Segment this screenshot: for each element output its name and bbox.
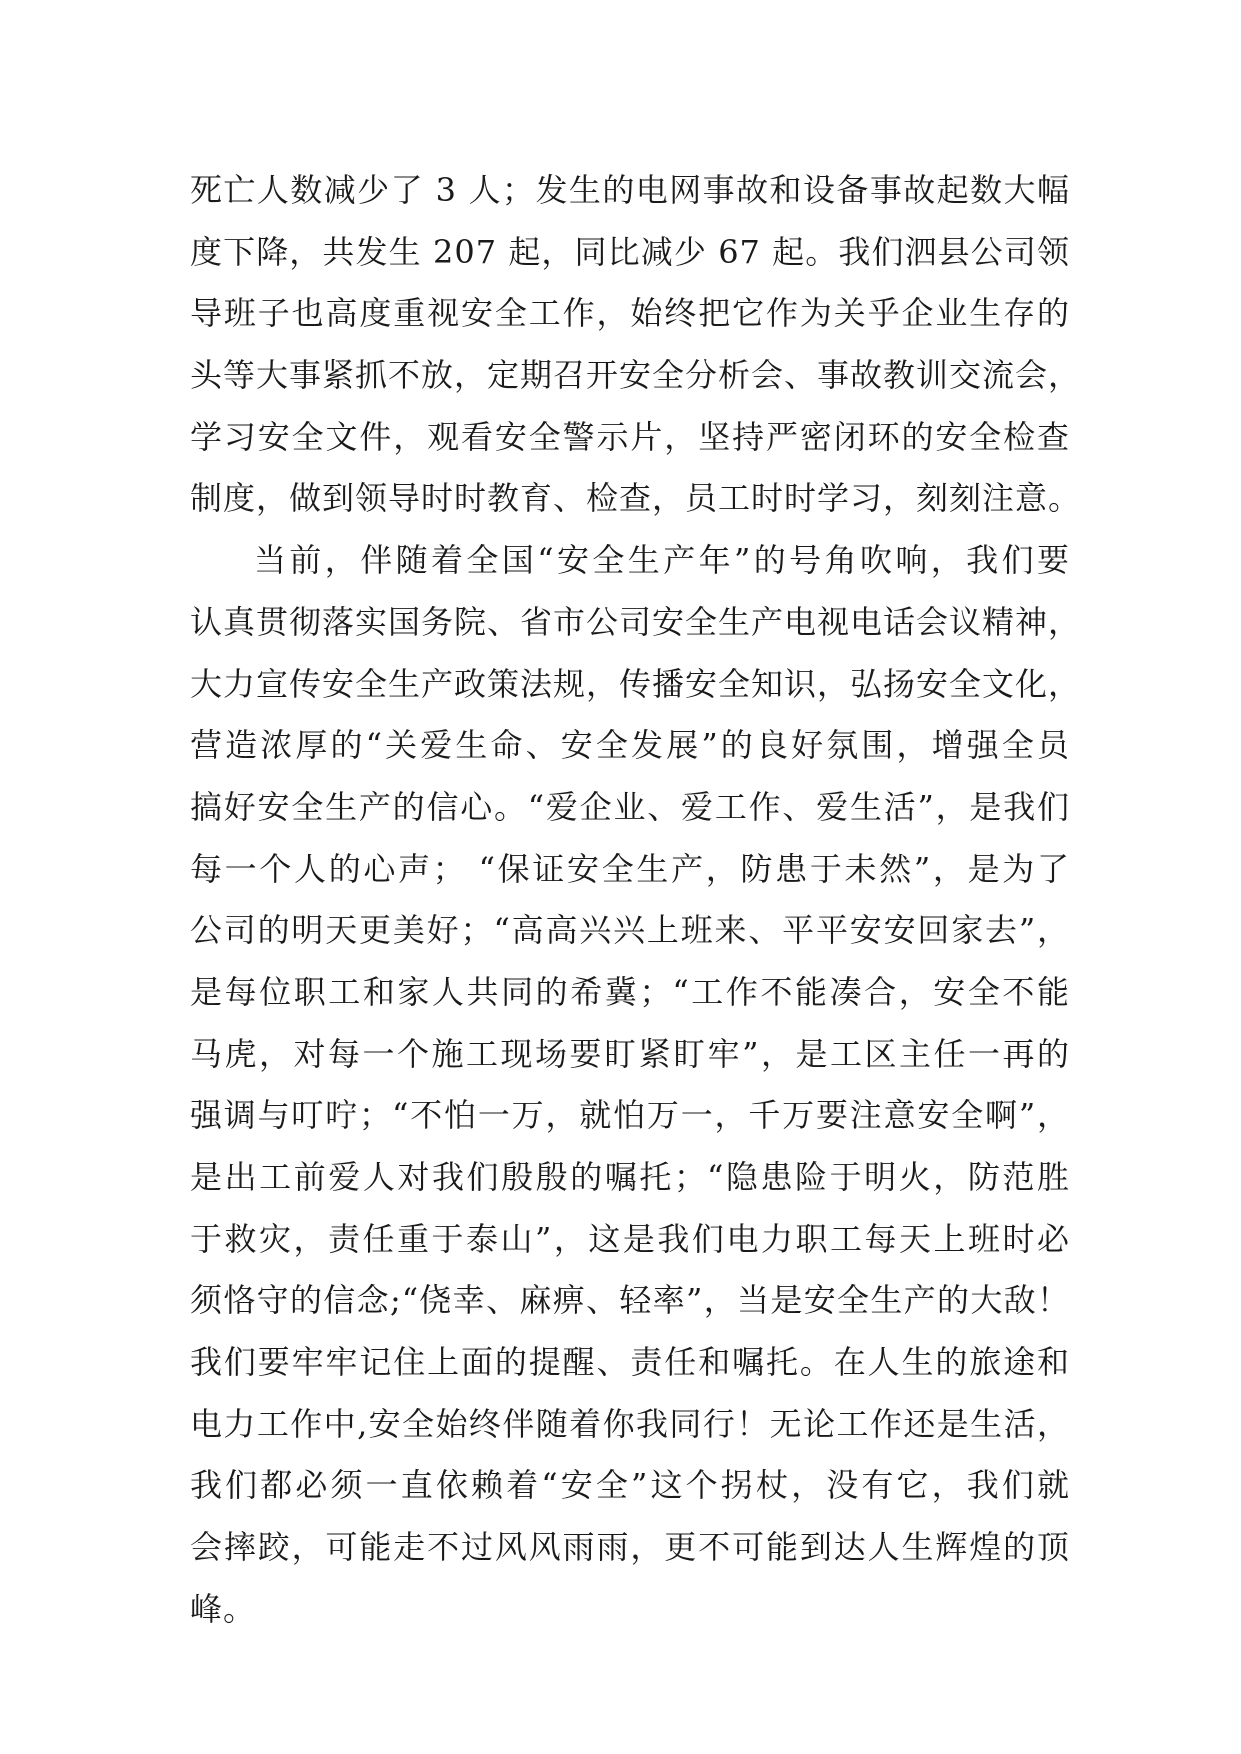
text-line: 每一个人的心声； “保证安全生产，防患于未然”，是为了: [190, 849, 1070, 888]
text-line: 峰。: [190, 1589, 257, 1628]
text-line: 强调与叮咛；“不怕一万，就怕万一，千万要注意安全啊”，: [190, 1096, 1070, 1135]
text-line: 公司的明天更美好；“高高兴兴上班来、平平安安回家去”，: [190, 911, 1070, 950]
text-line: 营造浓厚的“关爱生命、安全发展”的良好氛围，增强全员: [190, 726, 1070, 765]
text-line: 电力工作中,安全始终伴随着你我同行！无论工作还是生活，: [190, 1404, 1070, 1443]
text-line: 制度，做到领导时时教育、检查，员工时时学习，刻刻注意。: [190, 479, 1082, 518]
text-line: 我们要牢牢记住上面的提醒、责任和嘱托。在人生的旅途和: [190, 1343, 1070, 1382]
text-line: 会摔跤，可能走不过风风雨雨，更不可能到达人生辉煌的顶: [190, 1528, 1070, 1567]
text-line: 是出工前爱人对我们殷殷的嘱托；“隐患险于明火，防范胜: [190, 1158, 1070, 1196]
text-line: 须恪守的信念;“侥幸、麻痹、轻率”，当是安全生产的大敌！: [190, 1281, 1070, 1320]
text-line: 导班子也高度重视安全工作，始终把它作为关乎企业生存的: [190, 294, 1070, 333]
text-line: 头等大事紧抓不放，定期召开安全分析会、事故教训交流会，: [190, 356, 1082, 395]
text-line: 当前，伴随着全国“安全生产年”的号角吹响，我们要: [254, 541, 1070, 580]
text-line: 死亡人数减少了 3 人；发生的电网事故和设备事故起数大幅: [190, 171, 1070, 209]
text-line: 我们都必须一直依赖着“安全”这个拐杖，没有它，我们就: [190, 1466, 1070, 1505]
text-line: 学习安全文件，观看安全警示片，坚持严密闭环的安全检查: [190, 417, 1070, 456]
body-text: [190, 160, 1082, 1641]
text-line: 搞好安全生产的信心。“爱企业、爱工作、爱生活”，是我们: [190, 787, 1070, 826]
text-line: 大力宣传安全生产政策法规，传播安全知识，弘扬安全文化，: [190, 664, 1082, 703]
text-line: 是每位职工和家人共同的希冀；“工作不能凑合，安全不能: [190, 972, 1070, 1011]
text-line: 于救灾，责任重于泰山”，这是我们电力职工每天上班时必: [190, 1219, 1070, 1258]
text-line: 认真贯彻落实国务院、省市公司安全生产电视电话会议精神，: [190, 602, 1082, 641]
text-line: 度下降，共发生 207 起，同比减少 67 起。我们泗县公司领: [190, 232, 1070, 271]
text-line: 马虎，对每一个施工现场要盯紧盯牢”，是工区主任一再的: [190, 1034, 1070, 1073]
